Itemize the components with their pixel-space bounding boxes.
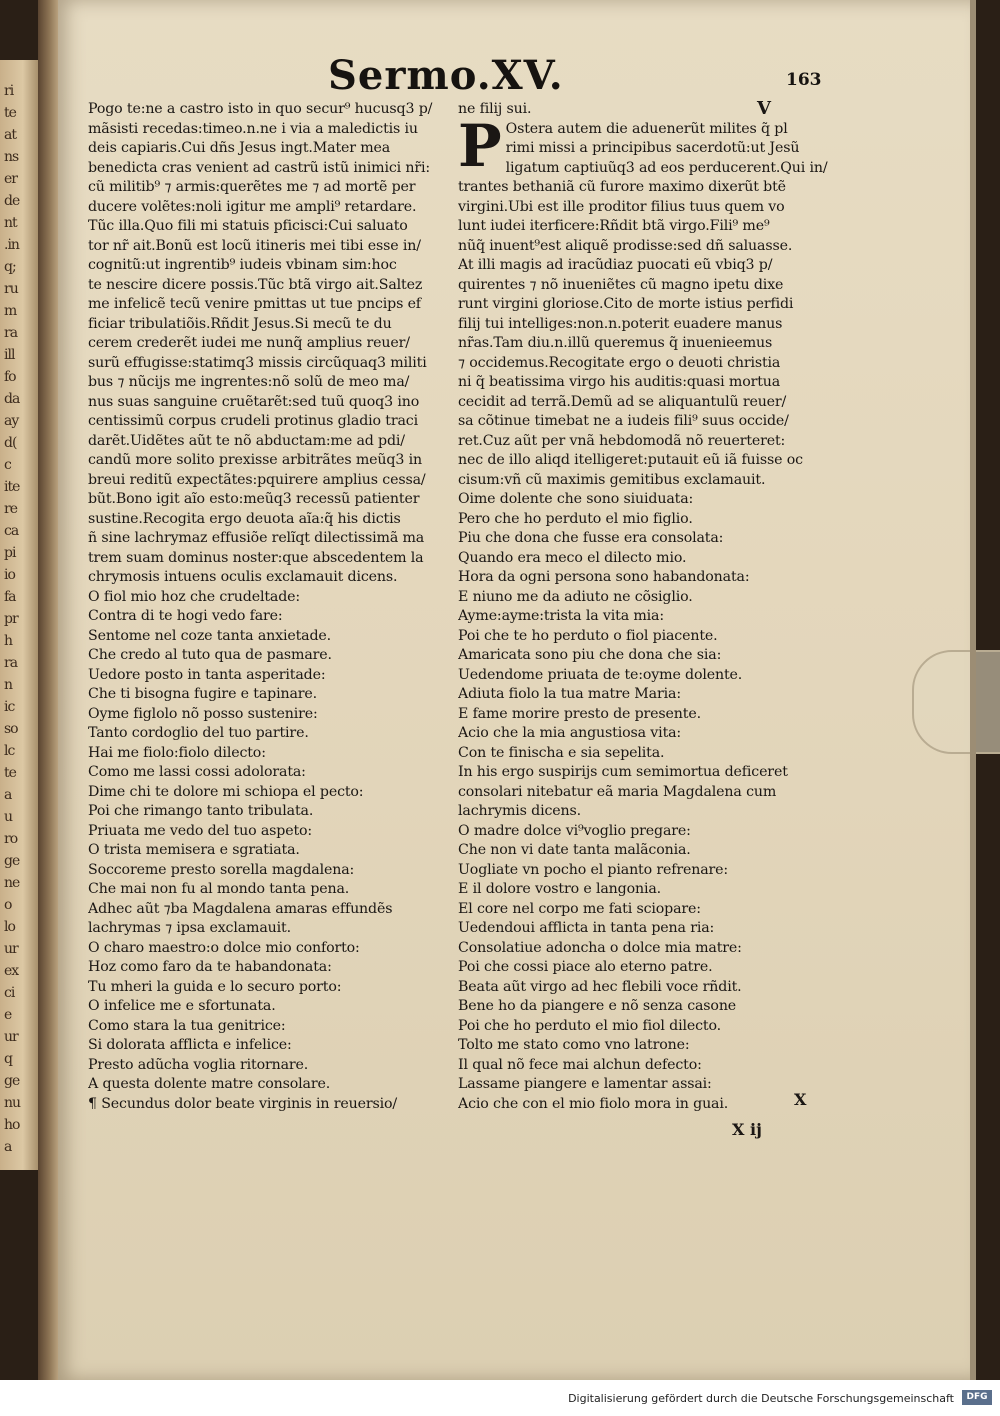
text-line: Pero che ho perduto el mio figlio. [458,510,693,527]
text-line: E il dolore vostro e langonia. [458,881,662,897]
text-line: surũ effugisse:statimq3 missis circũquaq3 militi [88,354,427,371]
text-line: te nescire dicere possis.Tũc btã virgo ait.Saltez [88,276,423,293]
text-line: rimi missi a principibus sacerdotũ:ut Jesũ [505,140,800,156]
text-line: nec de illo aliqd itelligeret:putauit eũ iã fuisse oc [458,452,803,468]
book-gutter [38,0,60,1380]
text-line: Con te finischa e sia sepelita. [458,744,665,761]
text-line: Priuata me vedo del tuo aspeto: [88,822,313,839]
text-line: O madre dolce vi⁹voglio pregare: [458,822,691,839]
funding-note: Digitalisierung gefördert durch die Deutsche Forschungsgemeinschaft [568,1392,954,1405]
text-line: Quando era meco el dilecto mio. [458,549,687,566]
text-line: cisum:vñ cũ maximis gemitibus exclamauit. [458,471,766,488]
text-line: Amaricata sono piu che dona che sia: [458,647,722,663]
text-line: cognitũ:ut ingrentib⁹ iudeis vbinam sim:hoc [88,257,397,273]
text-line: Oime dolente che sono siuiduata: [458,491,694,507]
text-line: Hora da ogni persona sono habandonata: [458,569,750,585]
text-line: Presto adũcha voglia ritornare. [88,1056,309,1073]
drop-initial: P [458,111,502,180]
folio-number: 163 [786,70,822,90]
text-line: cerem crederẽt iudei me nunq̃ amplius reuer/ [88,335,410,351]
text-line: Uogliate vn pocho el pianto refrenare: [458,861,729,878]
left-column [88,100,460,1114]
facing-page-edge [0,60,38,1170]
text-line: Soccoreme presto sorella magdalena: [88,861,355,878]
signature-mark: X ij [732,1120,762,1139]
text-line: darẽt.Uidẽtes aũt te nõ abductam:me ad pdi/ [88,432,405,449]
text-line: Dime chi te dolore mi schiopa el pecto: [88,783,364,800]
text-line: ficiar tribulatiõis.Rñdit Jesus.Si mecũ te du [88,315,392,332]
text-line: me infelicẽ tecũ venire pmittas ut tue pncips ef [88,296,421,312]
text-line: ret.Cuz aũt per vnã hebdomodã nõ reuerteret: [458,432,786,449]
text-line: Piu che dona che fusse era consolata: [458,530,724,546]
text-line: candũ more solito prexisse arbitrãtes meũq3 in [88,452,422,468]
dfg-logo: DFG [962,1390,992,1405]
text-line: sa cõtinue timebat ne a iudeis fili⁹ suus occide/ [458,413,789,429]
text-line: Oyme figlolo nõ posso sustenire: [88,705,318,722]
text-line: deis capiaris.Cui dñs Jesus ingt.Mater mea [88,140,391,156]
text-line: Adiuta fiolo la tua matre Maria: [458,686,681,702]
text-line: runt virgini gloriose.Cito de morte istius perfidi [458,296,794,312]
right-column-first-line: ne filij sui. [458,101,532,117]
footer-bar [0,1380,1000,1416]
text-line: Uedore posto in tanta asperitade: [88,666,326,683]
text-line: bũt.Bono igit aĩo esto:meũq3 recessũ patienter [88,491,420,507]
facing-page-text-fragment: ri te at ns er de nt .in q; ru m ra ill fo da ay d( c ite re ca pi io fa pr h ra n ic so lc te a u ro ge ne o lo ur ex ci e ur q ge nu ho a [4,83,21,1155]
text-line: Lassame piangere e lamentar assai: [458,1076,712,1092]
text-line: mãsisti recedas:timeo.n.ne i via a maledictis iu [88,120,418,137]
text-line: Che ti bisogna fugire e tapinare. [88,686,317,702]
text-line: Bene ho da piangere e nõ senza casone [458,998,737,1014]
text-line: Adhec aũt ⁊ba Magdalena amaras effundẽs [88,900,393,917]
text-line: chrymosis intuens oculis exclamauit dicens. [88,569,398,585]
text-line: benedicta cras venient ad castrũ istũ inimici nr̃i: [88,159,431,176]
text-line: Beata aũt virgo ad hec flebili voce rñdit. [458,978,742,995]
text-line: Pogo te:ne a castro isto in quo secur⁹ hucusq3 p/ [88,101,433,117]
text-line: nũq̃ inuent⁹est aliquẽ prodisse:sed dñ saluasse. [458,237,793,254]
text-line: Consolatiue adoncha o dolce mia matre: [458,939,742,956]
text-line: breui reditũ expectãtes:pquirere amplius cessa/ [88,471,426,488]
text-line: Sentome nel coze tanta anxietade. [88,627,331,644]
text-line: nr̃as.Tam diu.n.illũ queremus q̃ inuenieemus [458,335,773,351]
text-line: nus suas sanguine cruẽtarẽt:sed tuũ quoq3 ino [88,393,420,410]
text-line: Como me lassi cossi adolorata: [88,764,306,780]
text-line: ñ sine lachrymaz effusiõe relĩqt dilectissimã ma [88,530,425,546]
text-line: cũ militib⁹ ⁊ armis:querẽtes me ⁊ ad mortẽ per [88,179,416,195]
section-mark: V [757,98,771,119]
text-line: virgini.Ubi est ille proditor filius tuus quem vo [458,198,785,215]
text-line: Che mai non fu al mondo tanta pena. [88,881,350,897]
text-line: ligatum captiuũq3 ad eos perducerent.Qui in/ [505,159,828,176]
text-line: Hoz como faro da te habandonata: [88,959,332,975]
text-line: Acio che la mia angustiosa vita: [458,725,682,741]
text-line: Tu mheri la guida e lo securo porto: [88,978,342,995]
text-line: Che non vi date tanta malãconia. [458,842,691,858]
text-line: cecidit ad terrã.Demũ ad se aliquantulũ reuer/ [458,393,787,410]
page-clip [912,650,1000,754]
text-line: sustine.Recogita ergo deuota aĩa:q̃ his dictis [88,510,401,527]
text-line: Acio che con el mio fiolo mora in guai. [458,1095,729,1112]
text-line: bus ⁊ nũcijs me ingrentes:nõ solũ de meo ma/ [88,374,410,390]
text-line: Tanto cordoglio del tuo partire. [88,725,309,741]
text-line: Il qual nõ fece mai alchun defecto: [458,1056,702,1073]
text-line: Contra di te hogi vedo fare: [88,608,283,624]
text-line: Tũc illa.Quo fili mi statuis pficisci:Cui saluato [88,218,408,234]
text-line: O trista memisera e sgratiata. [88,842,300,858]
text-line: trantes bethaniã cũ furore maximo dixerũt btẽ [458,179,786,195]
text-line: ⁊ occidemus.Recogitate ergo o deuoti christia [458,354,781,371]
text-line: ni q̃ beatissima virgo his auditis:quasi mortua [458,374,781,390]
text-line: Ostera autem die aduenerũt milites q̃ pl [505,120,788,137]
text-line: centissimũ corpus crudeli protinus gladio traci [88,413,418,429]
text-line: Poi che rimango tanto tribulata. [88,803,314,819]
text-line: A questa dolente matre consolare. [88,1076,331,1092]
text-line: Hai me fiolo:fiolo dilecto: [88,744,266,761]
text-line: filij tui intelliges:non.n.poterit euadere manus [458,315,783,332]
catchword: X [794,1090,807,1109]
text-line: Poi che te ho perduto o fiol piacente. [458,627,718,644]
text-line: Uedendome priuata de te:oyme dolente. [458,666,743,683]
text-line: Uedendoui afflicta in tanta pena ria: [458,920,715,936]
text-line: Como stara la tua genitrice: [88,1017,286,1034]
running-head: Sermo.XV. [328,52,564,99]
text-line: consolari nitebatur eã maria Magdalena cum [458,783,777,800]
text-line: Tolto me stato como vno latrone: [458,1037,690,1053]
text-line: Che credo al tuto qua de pasmare. [88,647,332,663]
text-line: ¶ Secundus dolor beate virginis in reuersio/ [88,1095,398,1112]
text-line: In his ergo suspirijs cum semimortua deficeret [458,764,788,780]
text-line: E fame morire presto de presente. [458,705,701,722]
text-line: Poi che cossi piace alo eterno patre. [458,959,713,975]
text-line: tor nr̃ ait.Bonũ est locũ itineris mei tibi esse in/ [88,237,421,254]
text-line: O infelice me e sfortunata. [88,998,276,1014]
text-line: lunt iudei iterficere:Rñdit btã virgo.Fili⁹ me⁹ [458,218,770,234]
text-line: Ayme:ayme:trista la vita mia: [458,608,664,624]
text-line: E niuno me da adiuto ne cõsiglio. [458,588,693,605]
text-line: At illi magis ad iracũdiaz puocati eũ vbiq3 p/ [458,257,773,273]
page-edge [970,0,976,1380]
text-line: trem suam dominus noster:que abscedentem la [88,549,424,566]
text-line: O charo maestro:o dolce mio conforto: [88,939,360,956]
text-line: Poi che ho perduto el mio fiol dilecto. [458,1017,721,1034]
text-line: El core nel corpo me fati sciopare: [458,900,701,917]
text-line: Si dolorata afflicta e infelice: [88,1037,292,1053]
book-page [58,0,976,1380]
text-line: lachrymis dicens. [458,803,581,819]
text-line: lachrymas ⁊ ipsa exclamauit. [88,920,291,936]
text-line: O fiol mio hoz che crudeltade: [88,588,301,605]
right-column [458,100,838,1114]
text-line: quirentes ⁊ nõ inueniẽtes cũ magno ipetu dixe [458,276,784,293]
text-line: ducere volẽtes:noli igitur me ampli⁹ retardare. [88,198,417,215]
